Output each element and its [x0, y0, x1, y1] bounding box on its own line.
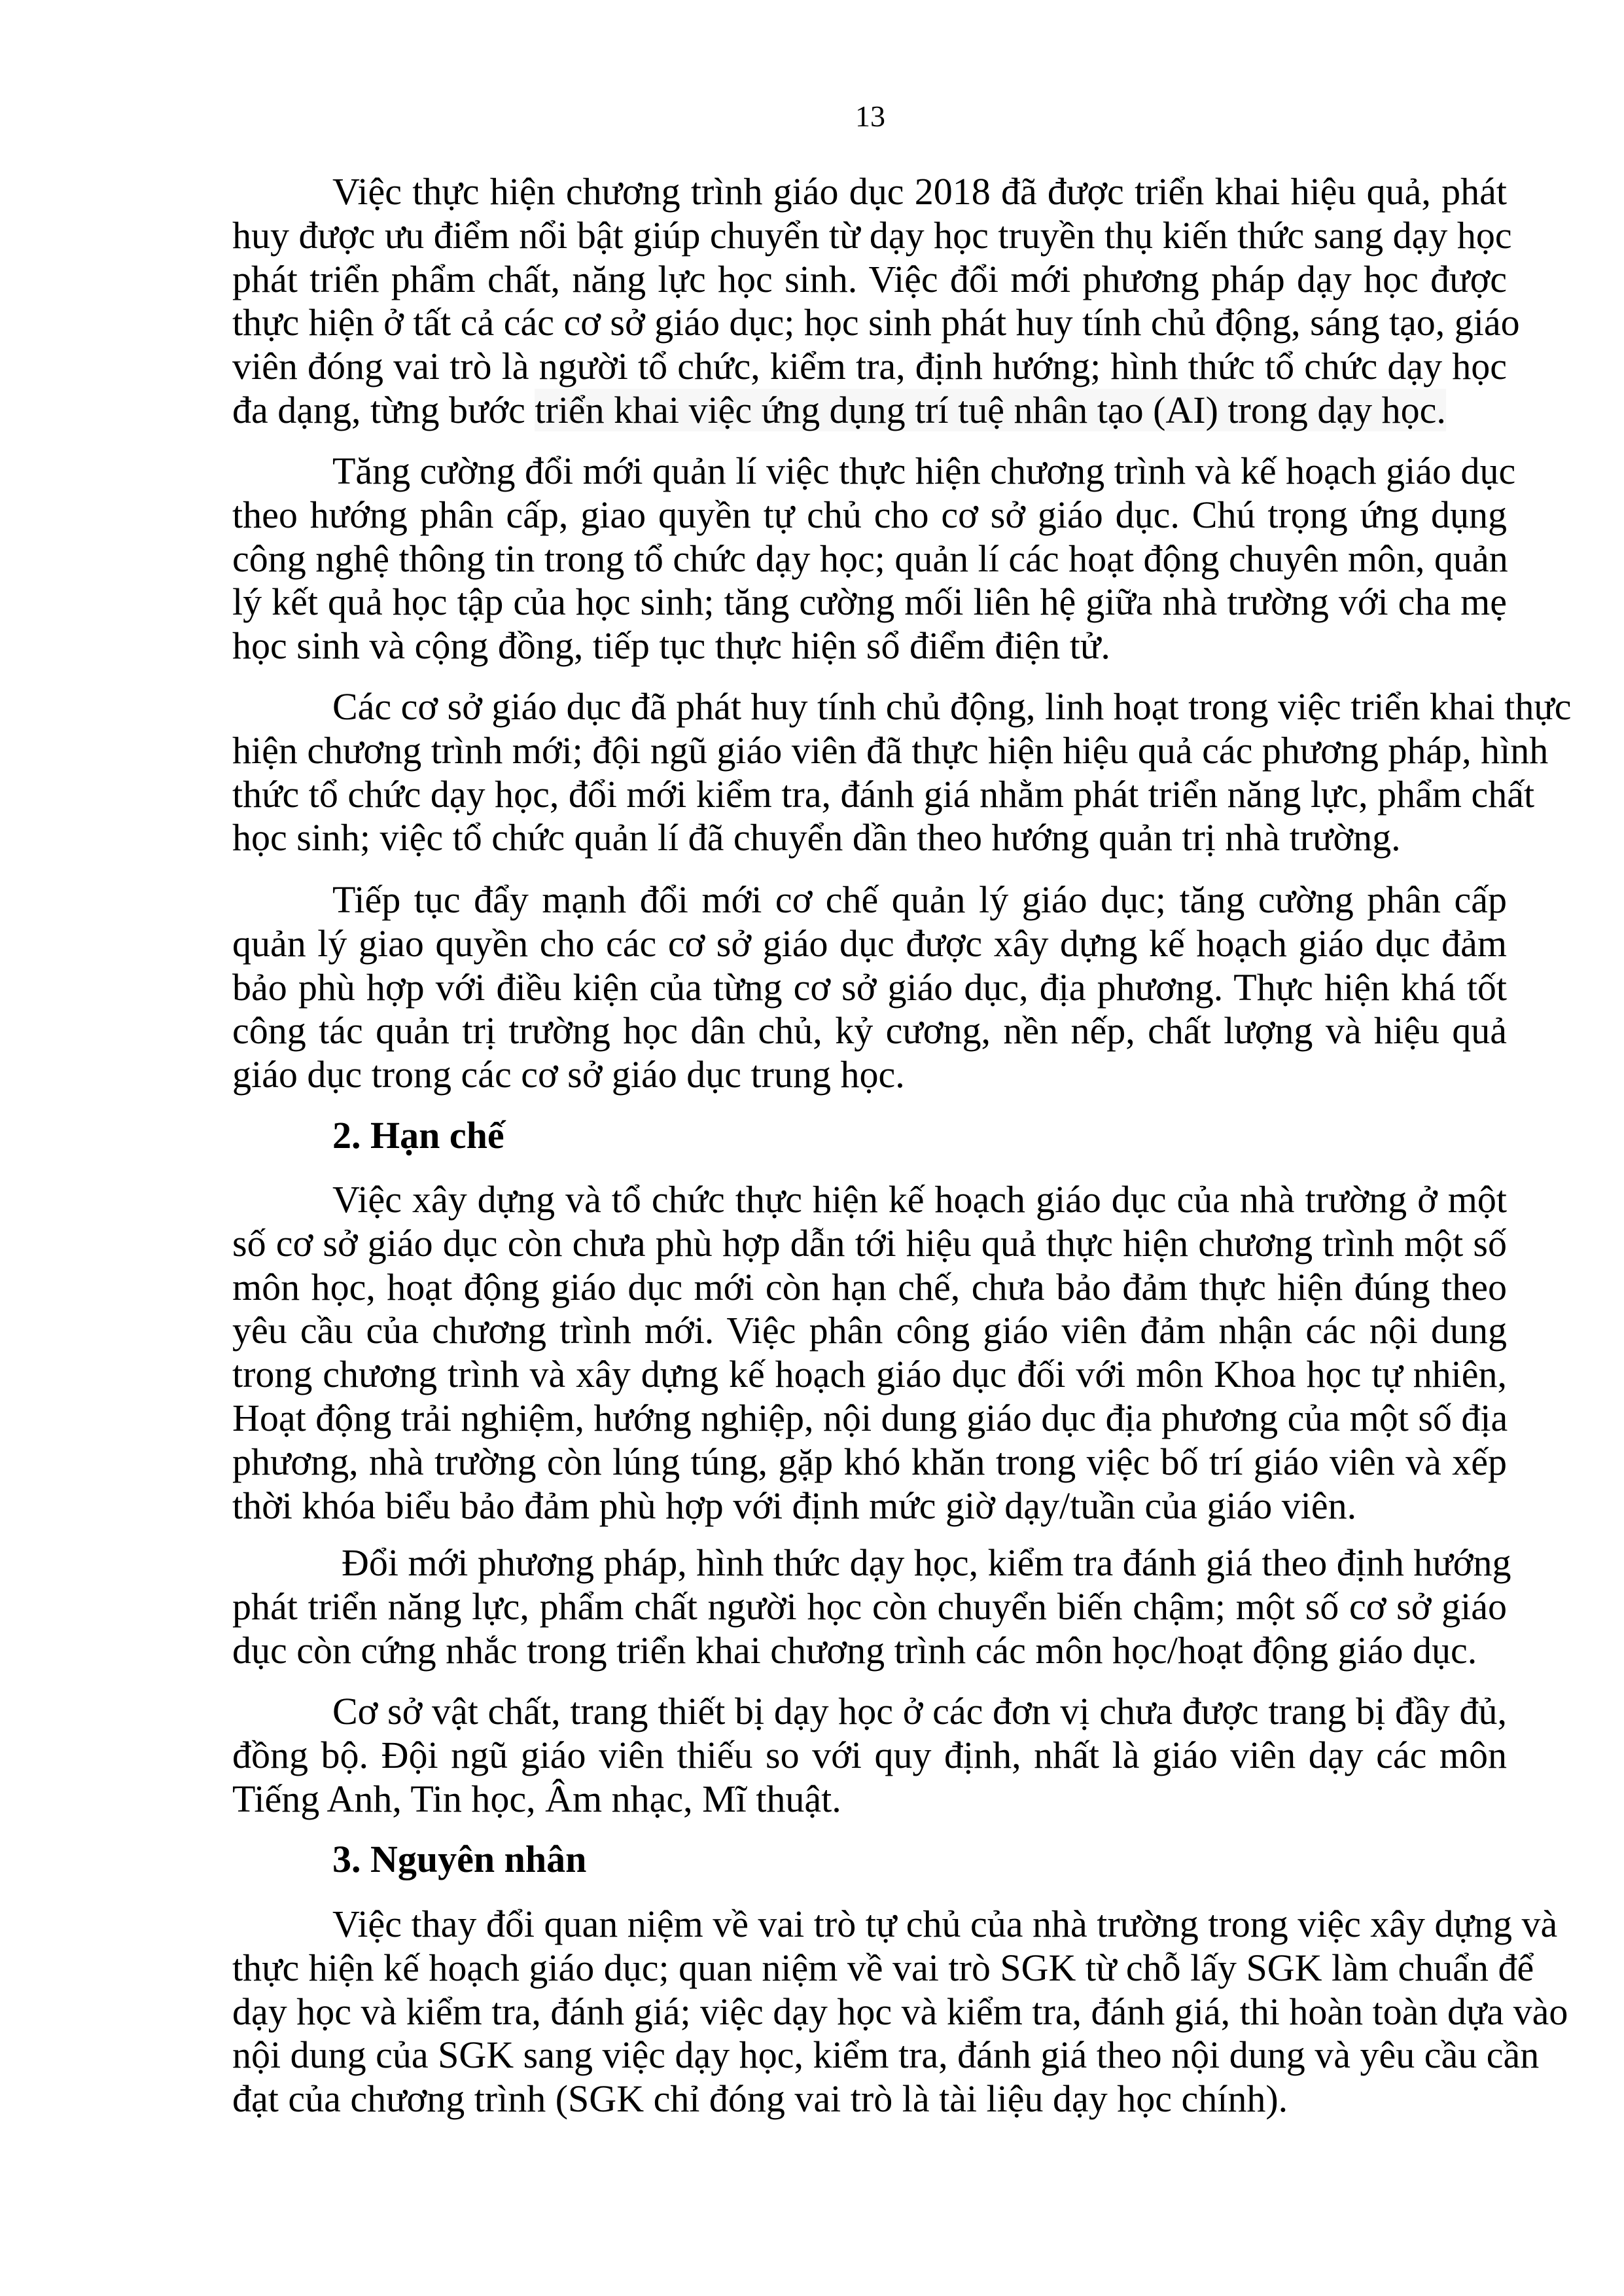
paragraph-line: Đổi mới phương pháp, hình thức dạy học, kiểm tra đánh giá theo định hướng	[342, 1541, 1511, 1584]
highlighted-text: triển khai việc ứng dụng trí tuệ nhân tạo (AI) trong dạy học.	[535, 388, 1446, 431]
paragraph-line: trong chương trình và xây dựng kế hoạch giáo dục đối với môn Khoa học tự nhiên,	[232, 1353, 1507, 1396]
paragraph-line: thời khóa biểu bảo đảm phù hợp với định mức giờ dạy/tuần của giáo viên.	[232, 1484, 1357, 1527]
paragraph-line: phương, nhà trường còn lúng túng, gặp khó khăn trong việc bố trí giáo viên và xếp	[232, 1440, 1507, 1483]
paragraph-line: đồng bộ. Đội ngũ giáo viên thiếu so với quy định, nhất là giáo viên dạy các môn	[232, 1733, 1507, 1776]
paragraph-line: hiện chương trình mới; đội ngũ giáo viên đã thực hiện hiệu quả các phương pháp, hình	[232, 728, 1549, 772]
paragraph-line: Việc thay đổi quan niệm về vai trò tự chủ của nhà trường trong việc xây dựng và	[332, 1903, 1558, 1945]
paragraph-line: Việc thực hiện chương trình giáo dục 2018 đã được triển khai hiệu quả, phát	[332, 170, 1507, 213]
paragraph-limitations-3	[232, 1690, 1507, 1821]
heading-text: 3. Nguyên nhân	[332, 1838, 587, 1880]
paragraph-line: công tác quản trị trường học dân chủ, kỷ cương, nền nếp, chất lượng và hiệu quả	[232, 1009, 1507, 1052]
paragraph-line: Cơ sở vật chất, trang thiết bị dạy học ở các đơn vị chưa được trang bị đầy đủ,	[332, 1690, 1507, 1732]
paragraph-achievements-4	[232, 878, 1507, 1097]
paragraph-line: thức tổ chức dạy học, đổi mới kiểm tra, đánh giá nhằm phát triển năng lực, phẩm chất	[232, 772, 1535, 816]
paragraph-limitations-1	[232, 1178, 1507, 1528]
paragraph-causes-1	[232, 1903, 1568, 2121]
section-heading-causes	[232, 1838, 1507, 1882]
paragraph-line: học sinh; việc tổ chức quản lí đã chuyển dần theo hướng quản trị nhà trường.	[232, 816, 1401, 859]
line-text: đa dạng, từng bước	[232, 388, 535, 431]
paragraph-line: thực hiện ở tất cả các cơ sở giáo dục; học sinh phát huy tính chủ động, sáng tạo, giáo	[232, 301, 1520, 344]
paragraph-line: viên đóng vai trò là người tổ chức, kiểm tra, định hướng; hình thức tổ chức dạy học	[232, 345, 1507, 388]
paragraph-line: nội dung của SGK sang việc dạy học, kiểm tra, đánh giá theo nội dung và yêu cầu cần	[232, 2034, 1540, 2077]
paragraph-achievements-3	[232, 685, 1572, 860]
paragraph-line: số cơ sở giáo dục còn chưa phù hợp dẫn tới hiệu quả thực hiện chương trình một số	[232, 1221, 1507, 1265]
paragraph-limitations-2	[232, 1541, 1511, 1672]
paragraph-line: môn học, hoạt động giáo dục mới còn hạn chế, chưa bảo đảm thực hiện đúng theo	[232, 1265, 1507, 1308]
paragraph-achievements-1	[232, 170, 1520, 433]
paragraph-line: yêu cầu của chương trình mới. Việc phân công giáo viên đảm nhận các nội dung	[232, 1309, 1507, 1352]
paragraph-line: phát triển năng lực, phẩm chất người học còn chuyển biến chậm; một số cơ sở giáo	[232, 1585, 1507, 1628]
paragraph-line: học sinh và cộng đồng, tiếp tục thực hiện sổ điểm điện tử.	[232, 624, 1110, 668]
paragraph-line: dục còn cứng nhắc trong triển khai chương trình các môn học/hoạt động giáo dục.	[232, 1628, 1477, 1672]
paragraph-line: Việc xây dựng và tổ chức thực hiện kế hoạch giáo dục của nhà trường ở một	[332, 1178, 1507, 1221]
paragraph-line: dạy học và kiểm tra, đánh giá; việc dạy học và kiểm tra, đánh giá, thi hoàn toàn dựa vào	[232, 1990, 1568, 2033]
paragraph-line: Tăng cường đổi mới quản lí việc thực hiện chương trình và kế hoạch giáo dục	[332, 450, 1516, 492]
section-heading-limitations	[232, 1114, 1507, 1158]
paragraph-line	[232, 389, 1507, 433]
page-number: 13	[855, 99, 885, 133]
paragraph-line: huy được ưu điểm nổi bật giúp chuyển từ dạy học truyền thụ kiến thức sang dạy học	[232, 213, 1512, 257]
paragraph-line: Tiếng Anh, Tin học, Âm nhạc, Mĩ thuật.	[232, 1777, 841, 1820]
paragraph-achievements-2	[232, 450, 1516, 668]
paragraph-line: quản lý giao quyền cho các cơ sở giáo dục được xây dựng kế hoạch giáo dục đảm	[232, 922, 1507, 965]
paragraph-line: Tiếp tục đẩy mạnh đổi mới cơ chế quản lý giáo dục; tăng cường phân cấp	[332, 878, 1507, 921]
paragraph-line: bảo phù hợp với điều kiện của từng cơ sở giáo dục, địa phương. Thực hiện khá tốt	[232, 965, 1507, 1009]
paragraph-line: phát triển phẩm chất, năng lực học sinh. Việc đổi mới phương pháp dạy học được	[232, 257, 1507, 300]
paragraph-line: giáo dục trong các cơ sở giáo dục trung học.	[232, 1053, 905, 1096]
paragraph-line: đạt của chương trình (SGK chỉ đóng vai trò là tài liệu dạy học chính).	[232, 2077, 1288, 2121]
paragraph-line: theo hướng phân cấp, giao quyền tự chủ cho cơ sở giáo dục. Chú trọng ứng dụng	[232, 493, 1507, 536]
paragraph-line: thực hiện kế hoạch giáo dục; quan niệm về vai trò SGK từ chỗ lấy SGK làm chuẩn để	[232, 1946, 1534, 1989]
paragraph-line: Hoạt động trải nghiệm, hướng nghiệp, nội dung giáo dục địa phương của một số địa	[232, 1396, 1508, 1439]
paragraph-line: Các cơ sở giáo dục đã phát huy tính chủ động, linh hoạt trong việc triển khai thực	[332, 685, 1572, 728]
paragraph-line: công nghệ thông tin trong tổ chức dạy học; quản lí các hoạt động chuyên môn, quản	[232, 537, 1508, 580]
heading-text: 2. Hạn chế	[332, 1114, 504, 1157]
paragraph-line: lý kết quả học tập của học sinh; tăng cường mối liên hệ giữa nhà trường với cha mẹ	[232, 581, 1507, 624]
